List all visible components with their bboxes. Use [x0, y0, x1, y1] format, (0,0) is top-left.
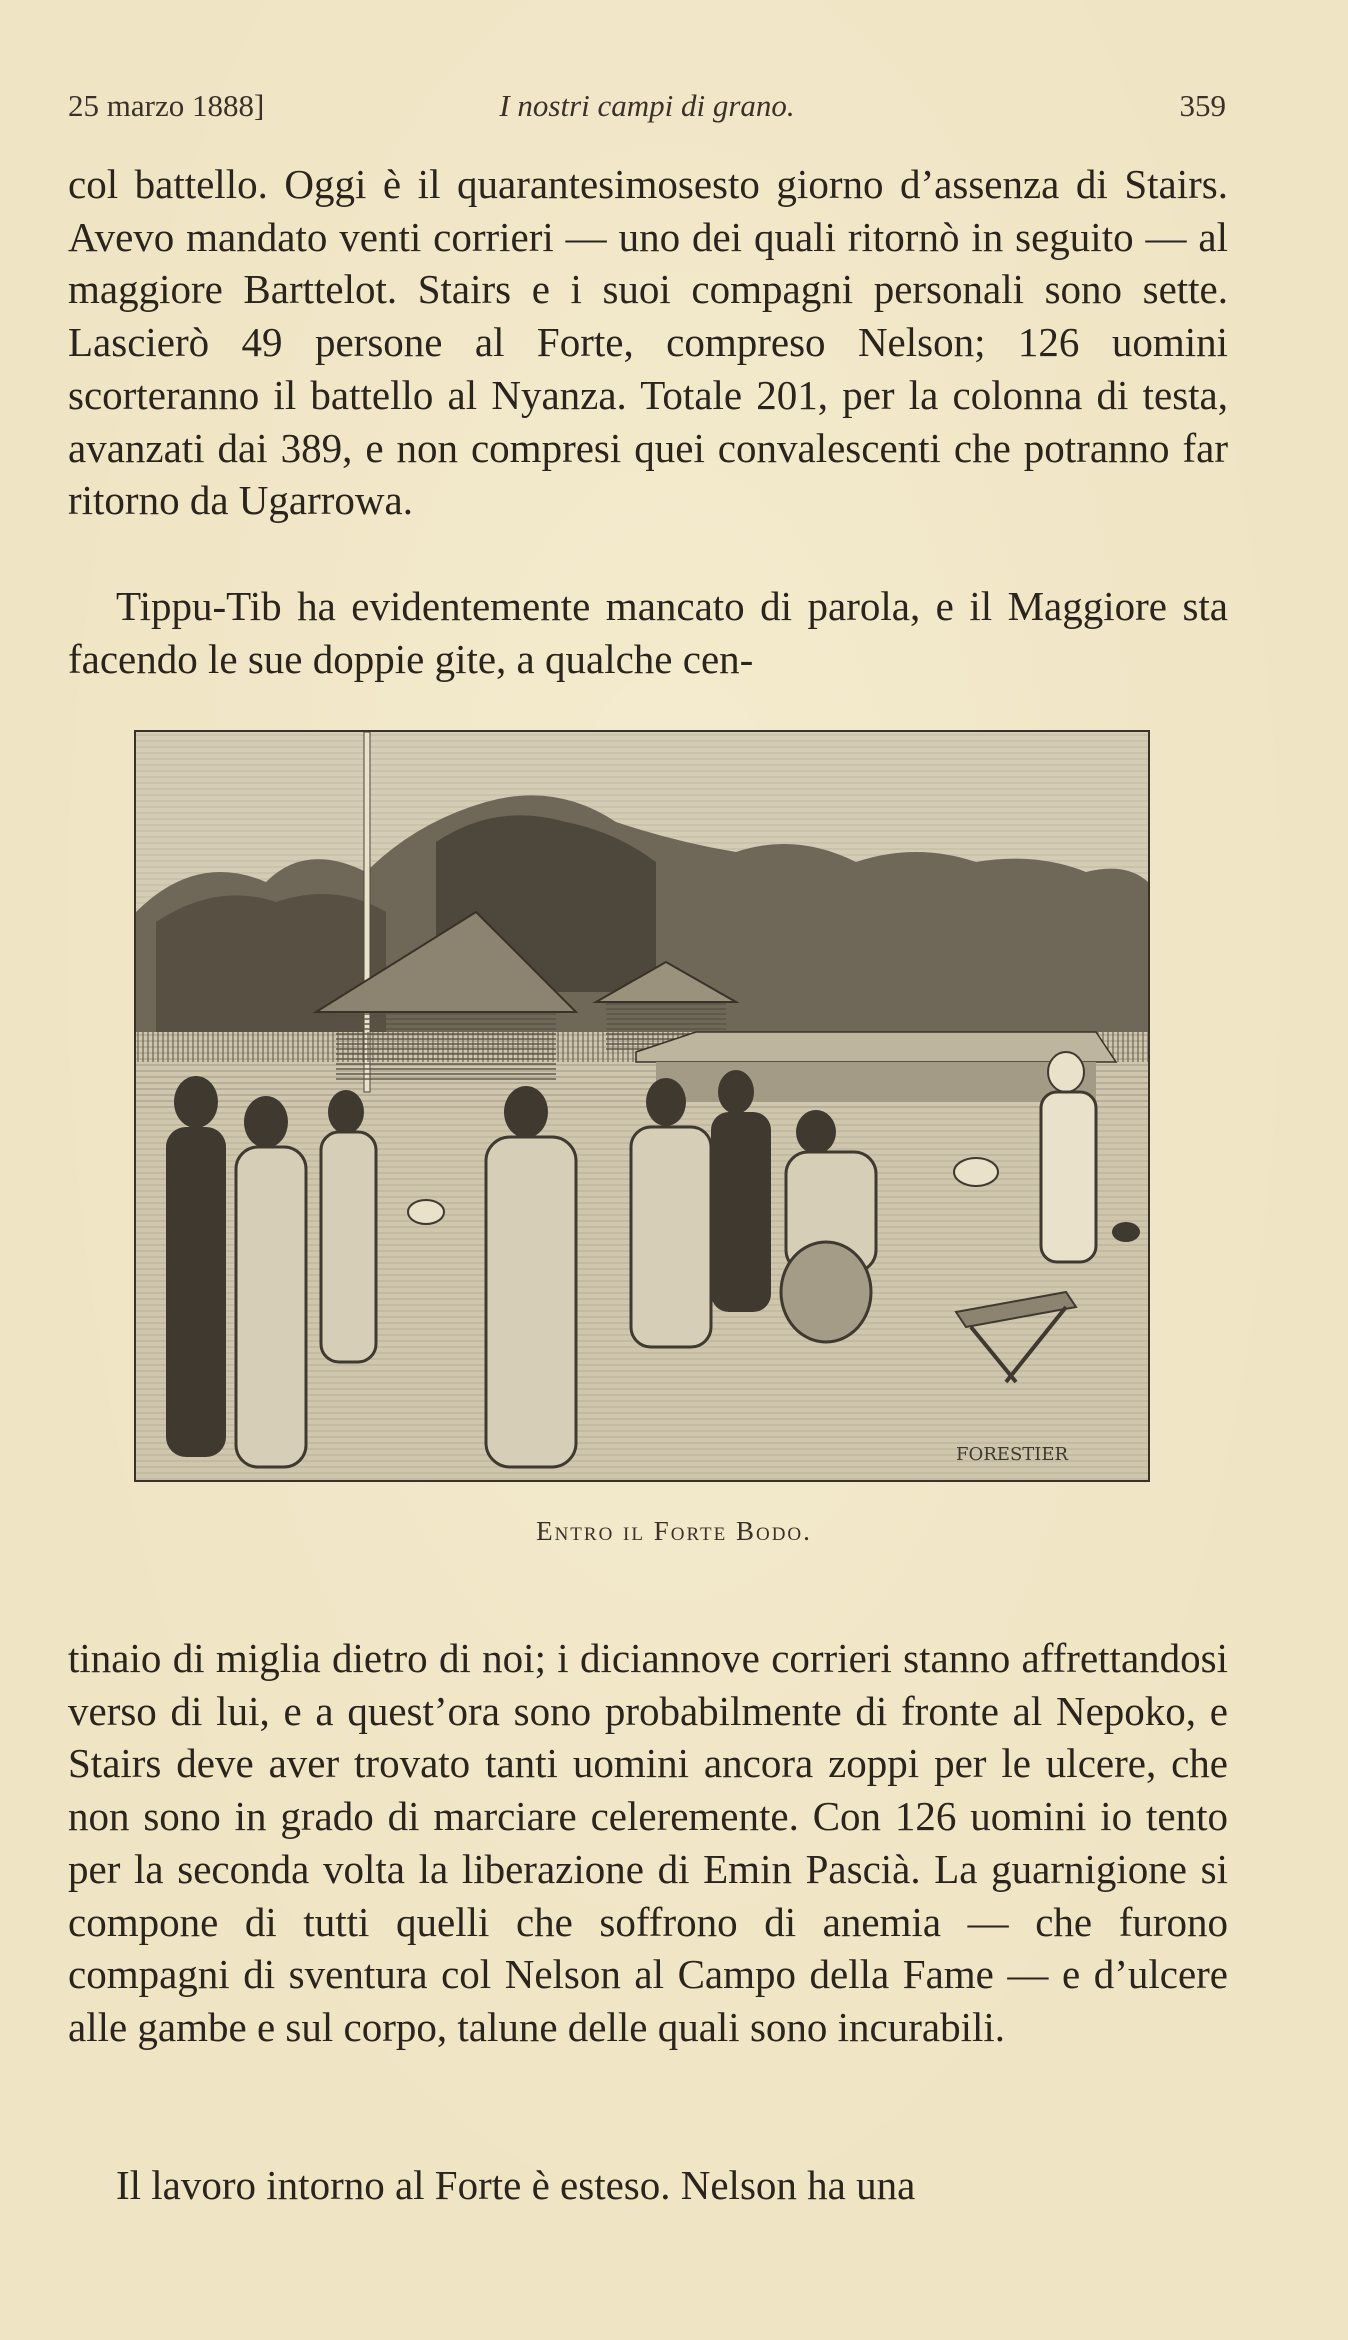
paragraph-3-text: tinaio di miglia dietro di noi; i diciannove corrieri stanno affrettandosi verso di lui, e a quest’ora sono probabilmente di fronte al Nepoko, e Stairs deve aver trovato tanti uomini ancora zoppi per le ulcere, che non sono in grado di marciare celeremente. Con 126 uomini io tento per la seconda volta la liberazione di Emin Pascià. La guarnigione si compone di tutti quelli che soffrono di anemia — che furono compagni di sventura col Nelson al Campo della Fame — e d’ulcere alle gambe e sul corpo, talune delle quali sono incurabili.	[68, 1635, 1228, 2050]
engraver-signature: FORESTIER	[956, 1444, 1069, 1465]
page-number: 359	[1179, 88, 1226, 123]
paragraph-2	[68, 580, 1228, 685]
paragraph-4-text: Il lavoro intorno al Forte è esteso. Nelson ha una	[116, 2162, 916, 2208]
paragraph-1-text: col battello. Oggi è il quarantesimosesto giorno d’assenza di Stairs. Avevo mandato venti corrieri — uno dei quali ritornò in seguito — al maggiore Barttelot. Stairs e i suoi compagni personali sono sette. Lascierò 49 persone al Forte, compreso Nelson; 126 uomini scorteranno il battello al Nyanza. Totale 201, per la colonna di testa, avanzati dai 389, e non compresi quei convalescenti che potranno far ritorno da Ugarrowa.	[68, 161, 1228, 524]
figure-caption: Entro il Forte Bodo.	[536, 1516, 812, 1546]
running-head-title: I nostri campi di grano.	[499, 88, 795, 123]
paragraph-4	[68, 2159, 1228, 2212]
running-head	[68, 88, 1226, 128]
paragraph-3	[68, 1632, 1228, 2054]
paragraph-2-text: Tippu-Tib ha evidentemente mancato di parola, e il Maggiore sta facendo le sue doppie gite, a qualche cen-	[68, 583, 1228, 682]
engraving-illustration	[134, 730, 1150, 1482]
paragraph-1	[68, 158, 1228, 527]
running-head-date: 25 marzo 1888]	[68, 88, 265, 123]
